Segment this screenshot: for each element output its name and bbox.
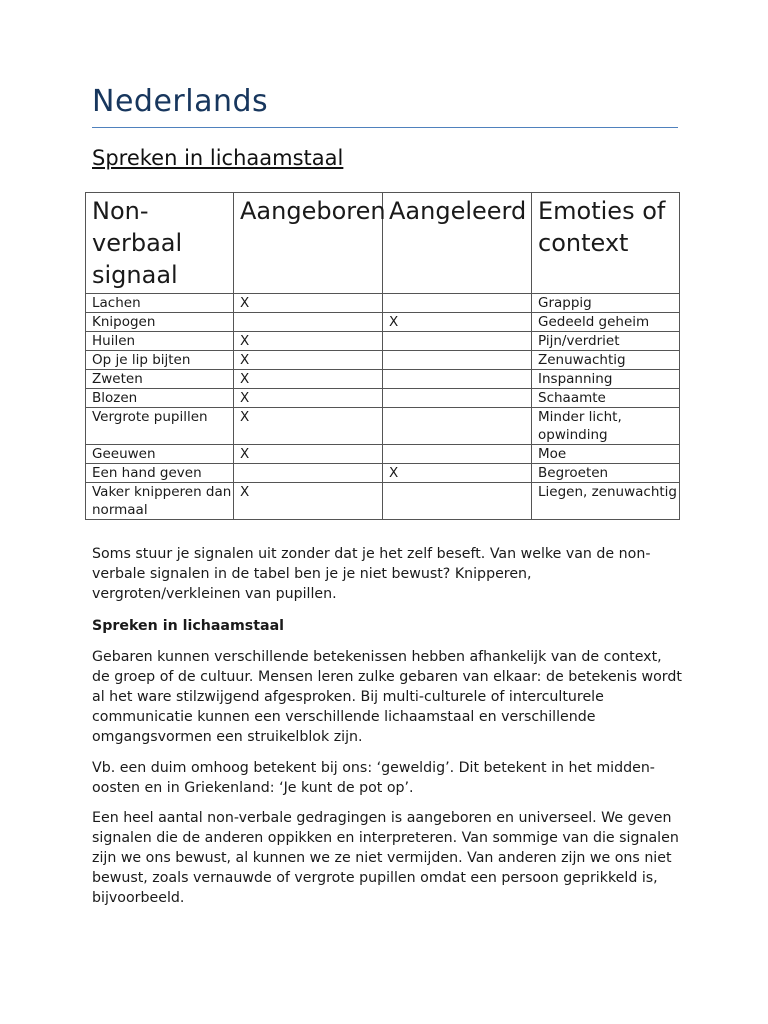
header-signal: Non-verbaal signaal (86, 193, 234, 294)
table-row (86, 464, 680, 483)
cell-emotion: Pijn/verdriet (532, 332, 680, 351)
cell-emotion: Inspanning (532, 370, 680, 389)
paragraph-innate: Een heel aantal non-verbale gedragingen is aangeboren en universeel. We geven signalen die de anderen oppikken en interpreteren. Van sommige van die signalen zijn we ons bewust, al kunnen we ze niet vermijden. Van anderen zijn we ons niet bewust, zoals vernauwde of vergrote pupillen omdat een persoon geprikkeld is, bijvoorbeeld. (92, 810, 679, 906)
cell-innate: X (234, 483, 383, 520)
cell-emotion: Grappig (532, 294, 680, 313)
cell-signal: Lachen (86, 294, 234, 313)
cell-signal: Huilen (86, 332, 234, 351)
table-row (86, 483, 680, 520)
cell-innate: X (234, 294, 383, 313)
cell-signal: Knipogen (86, 313, 234, 332)
cell-learned (383, 351, 532, 370)
cell-signal: Zweten (86, 370, 234, 389)
header-innate: Aangeboren (234, 193, 383, 294)
cell-emotion: Liegen, zenuwachtig (532, 483, 680, 520)
section-title: Spreken in lichaamstaal (92, 146, 344, 170)
cell-learned (383, 370, 532, 389)
cell-learned (383, 389, 532, 408)
cell-emotion: Gedeeld geheim (532, 313, 680, 332)
cell-innate: X (234, 351, 383, 370)
paragraph-awareness: Soms stuur je signalen uit zonder dat je het zelf beseft. Van welke van de non-verbale signalen in de tabel ben je je niet bewust? Knipperen, vergroten/verkleinen van pupillen. (92, 546, 651, 602)
table-row (86, 445, 680, 464)
table-header-row (86, 193, 680, 294)
table-row (86, 389, 680, 408)
cell-innate: X (234, 370, 383, 389)
cell-signal: Vaker knipperen dan normaal (86, 483, 234, 520)
header-learned: Aangeleerd (383, 193, 532, 294)
cell-signal: Op je lip bijten (86, 351, 234, 370)
table-row (86, 351, 680, 370)
table-row (86, 313, 680, 332)
cell-emotion: Zenuwachtig (532, 351, 680, 370)
cell-signal: Vergrote pupillen (86, 408, 234, 445)
header-emotion: Emoties of context (532, 193, 680, 294)
cell-emotion: Minder licht, opwinding (532, 408, 680, 445)
signals-table (85, 192, 680, 520)
paragraph-gestures: Gebaren kunnen verschillende betekenissen hebben afhankelijk van de context, de groep of de cultuur. Mensen leren zulke gebaren van elkaar: de betekenis wordt al het ware stilzwijgend afgesproken. Bij multi-culturele of interculturele communicatie kunnen een verschillende lichaamstaal en verschillende omgangsvormen een struikelblok zijn. (92, 649, 682, 745)
table-row (86, 332, 680, 351)
cell-learned (383, 294, 532, 313)
page-title: Nederlands (92, 84, 269, 119)
section-heading: Spreken in lichaamstaal (92, 618, 285, 634)
cell-learned (383, 408, 532, 445)
cell-innate: X (234, 445, 383, 464)
cell-innate: X (234, 332, 383, 351)
cell-learned (383, 332, 532, 351)
table-row (86, 408, 680, 445)
table-row (86, 294, 680, 313)
cell-learned (383, 483, 532, 520)
cell-innate: X (234, 408, 383, 445)
cell-learned: X (383, 464, 532, 483)
table-row (86, 370, 680, 389)
paragraph-example: Vb. een duim omhoog betekent bij ons: ‘geweldig’. Dit betekent in het midden-oosten en in Griekenland: ‘Je kunt de pot op’. (92, 760, 655, 796)
cell-innate: X (234, 389, 383, 408)
cell-innate (234, 464, 383, 483)
cell-signal: Een hand geven (86, 464, 234, 483)
cell-emotion: Begroeten (532, 464, 680, 483)
cell-emotion: Schaamte (532, 389, 680, 408)
cell-signal: Blozen (86, 389, 234, 408)
cell-innate (234, 313, 383, 332)
cell-emotion: Moe (532, 445, 680, 464)
title-divider (92, 127, 678, 128)
cell-learned: X (383, 313, 532, 332)
cell-signal: Geeuwen (86, 445, 234, 464)
cell-learned (383, 445, 532, 464)
